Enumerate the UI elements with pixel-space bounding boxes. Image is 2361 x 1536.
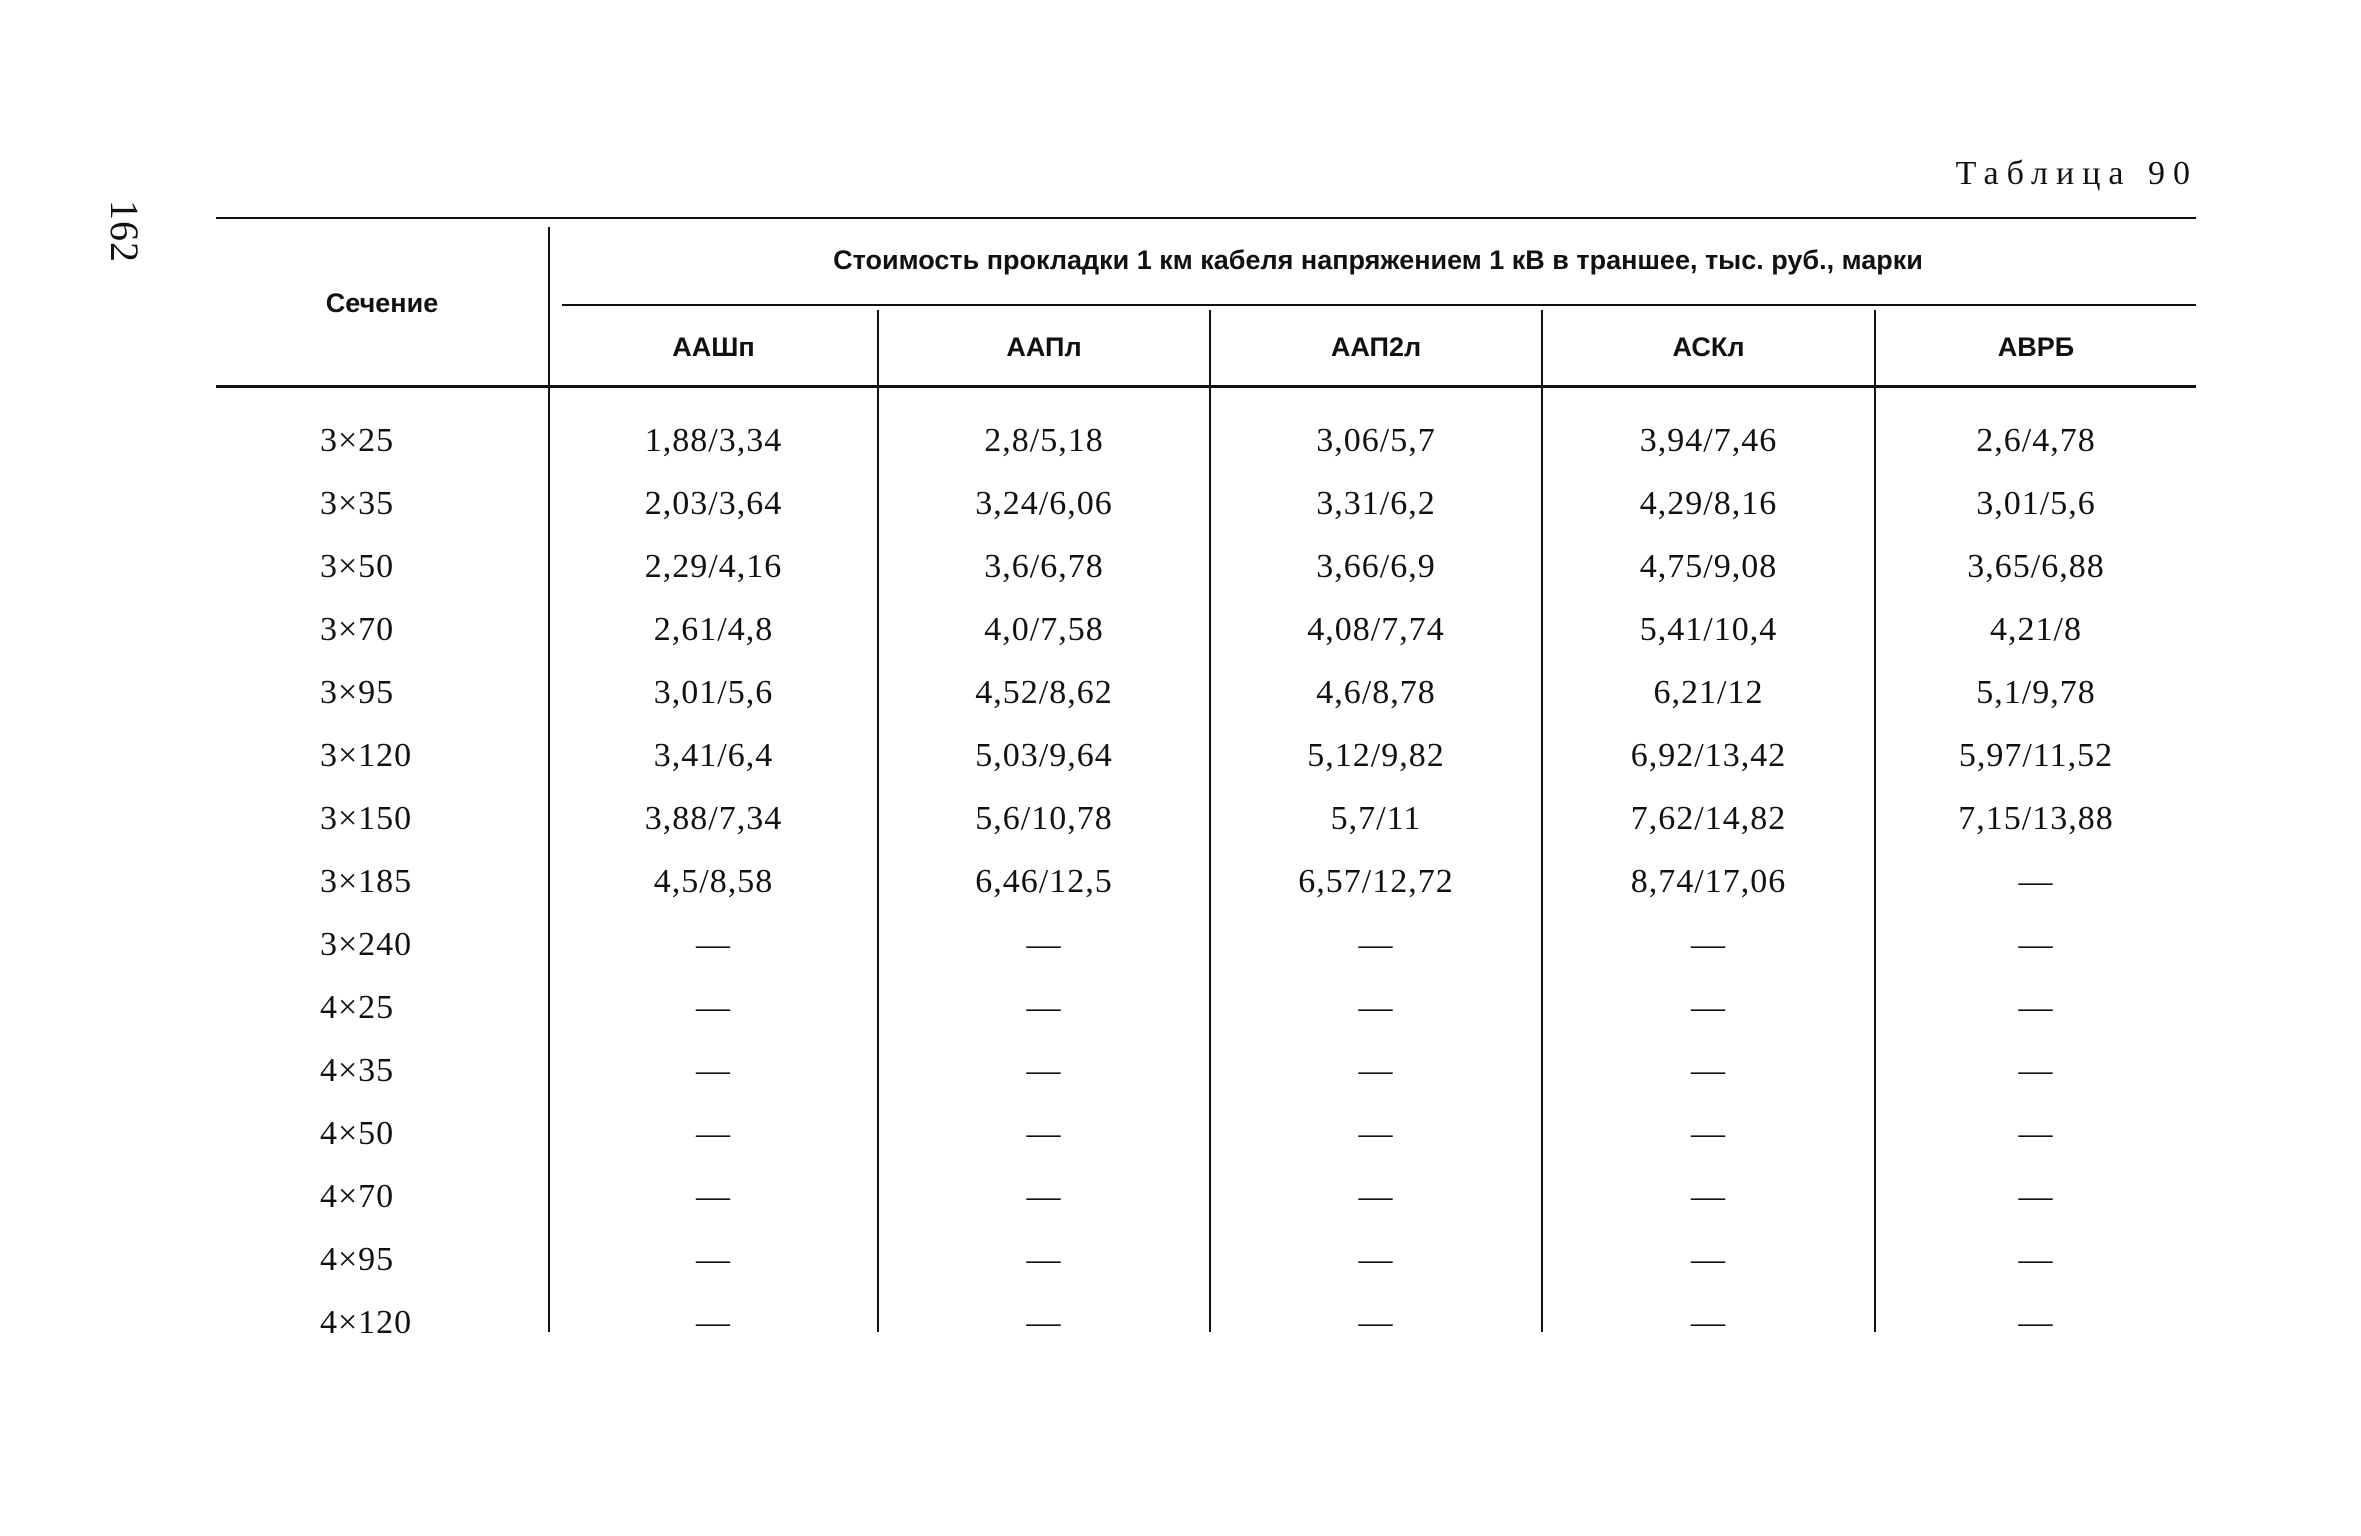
cell-value: 5,12/9,82 xyxy=(1307,737,1445,774)
cell-value: 4,52/8,62 xyxy=(975,674,1113,711)
table-row xyxy=(216,1166,2196,1228)
cell-value: 5,1/9,78 xyxy=(1976,674,2096,711)
cell-value: 6,46/12,5 xyxy=(975,863,1113,900)
cell-value: — xyxy=(1691,1178,1726,1215)
table-row xyxy=(216,536,2196,598)
cell-value: 5,7/11 xyxy=(1330,800,1422,837)
cell-value: 3,94/7,46 xyxy=(1639,422,1778,459)
cell-value: — xyxy=(1026,1178,1062,1215)
cell-value: — xyxy=(1691,1241,1726,1278)
cell-section: 4×70 xyxy=(320,1178,395,1215)
cell-value: — xyxy=(1358,1241,1394,1278)
cell-value: 1,88/3,34 xyxy=(644,422,783,459)
cell-section: 3×35 xyxy=(320,485,395,522)
table-title: Таблица 90 xyxy=(1955,155,2198,192)
table-row xyxy=(216,410,2196,472)
cell-value: — xyxy=(696,1241,731,1278)
cell-value: 4,75/9,08 xyxy=(1639,548,1778,585)
table-row xyxy=(216,473,2196,535)
cell-value: 3,88/7,34 xyxy=(644,800,783,837)
cell-value: 3,24/6,06 xyxy=(975,485,1113,522)
cell-value: — xyxy=(2018,1178,2054,1215)
cell-value: 6,92/13,42 xyxy=(1630,737,1787,774)
cell-value: 7,15/13,88 xyxy=(1958,800,2114,837)
table-row xyxy=(216,1229,2196,1291)
cell-value: 4,29/8,16 xyxy=(1639,485,1778,522)
header-section: Сечение xyxy=(325,288,439,318)
cell-section: 3×25 xyxy=(320,422,395,459)
cell-value: — xyxy=(1691,926,1726,963)
cell-section: 4×95 xyxy=(320,1241,395,1278)
cell-value: 5,03/9,64 xyxy=(975,737,1113,774)
cell-value: — xyxy=(1026,1304,1062,1341)
header-brand-aap2l: ААП2л xyxy=(1330,332,1422,362)
cell-value: — xyxy=(1358,1115,1394,1152)
cell-value: — xyxy=(2018,1304,2054,1341)
cell-value: 3,06/5,7 xyxy=(1316,422,1436,459)
header-group: Стоимость прокладки 1 км кабеля напряжением 1 кВ в траншее, тыс. руб., марки xyxy=(833,245,1923,275)
cell-value: — xyxy=(1026,1052,1062,1089)
table-row xyxy=(216,851,2196,913)
table-row xyxy=(216,725,2196,787)
cell-section: 4×35 xyxy=(320,1052,395,1089)
cell-value: 2,6/4,78 xyxy=(1976,422,2096,459)
cell-value: 2,8/5,18 xyxy=(984,422,1104,459)
cell-value: — xyxy=(1026,926,1062,963)
cell-value: — xyxy=(1026,989,1062,1026)
cell-section: 4×25 xyxy=(320,989,395,1026)
cell-value: — xyxy=(696,989,731,1026)
cell-value: 3,66/6,9 xyxy=(1316,548,1436,585)
header-brand-aashp: ААШп xyxy=(672,332,755,362)
cell-value: 2,29/4,16 xyxy=(644,548,783,585)
header-brand-aapl: ААПл xyxy=(1006,332,1082,362)
cell-value: 6,21/12 xyxy=(1653,674,1764,711)
table-row xyxy=(216,788,2196,850)
cell-value: 8,74/17,06 xyxy=(1630,863,1787,900)
cell-value: — xyxy=(2018,863,2054,900)
table-header-rule xyxy=(216,385,2196,388)
cell-section: 3×95 xyxy=(320,674,395,711)
cell-section: 3×240 xyxy=(320,926,413,963)
cell-value: 2,03/3,64 xyxy=(644,485,783,522)
table-row xyxy=(216,1040,2196,1102)
cell-value: — xyxy=(2018,989,2054,1026)
cell-value: — xyxy=(1358,1304,1394,1341)
cell-value: 4,0/7,58 xyxy=(984,611,1104,648)
cell-value: — xyxy=(696,926,731,963)
header-brand-avrb: АВРБ xyxy=(1997,332,2075,362)
cell-section: 3×185 xyxy=(320,863,413,900)
cell-value: 4,6/8,78 xyxy=(1316,674,1436,711)
cell-value: — xyxy=(1691,1052,1726,1089)
cell-value: — xyxy=(2018,926,2054,963)
cell-value: 3,65/6,88 xyxy=(1967,548,2105,585)
cell-value: — xyxy=(696,1052,731,1089)
cell-value: 4,08/7,74 xyxy=(1307,611,1445,648)
table-top-rule xyxy=(216,217,2196,219)
cell-value: — xyxy=(1358,989,1394,1026)
cell-value: 2,61/4,8 xyxy=(653,611,774,648)
table-row xyxy=(216,977,2196,1039)
cell-value: 3,01/5,6 xyxy=(1976,485,2096,522)
cell-value: 3,6/6,78 xyxy=(984,548,1104,585)
table-row xyxy=(216,1292,2196,1354)
cell-value: 5,6/10,78 xyxy=(975,800,1113,837)
cell-value: — xyxy=(2018,1052,2054,1089)
group-header-rule xyxy=(562,304,2196,306)
cell-value: 3,41/6,4 xyxy=(653,737,774,774)
cell-value: — xyxy=(1691,1304,1726,1341)
cell-section: 3×70 xyxy=(320,611,395,648)
header-brand-askl: АСКл xyxy=(1672,332,1745,362)
cell-value: — xyxy=(696,1115,731,1152)
cell-value: 3,31/6,2 xyxy=(1316,485,1436,522)
cell-value: 5,97/11,52 xyxy=(1958,737,2114,774)
cell-section: 3×50 xyxy=(320,548,395,585)
cell-value: — xyxy=(2018,1115,2054,1152)
cell-section: 3×120 xyxy=(320,737,413,774)
table-row xyxy=(216,1103,2196,1165)
cell-section: 3×150 xyxy=(320,800,413,837)
cell-value: 6,57/12,72 xyxy=(1298,863,1454,900)
cell-value: — xyxy=(1358,926,1394,963)
cell-value: 5,41/10,4 xyxy=(1639,611,1778,648)
cell-value: — xyxy=(1358,1052,1394,1089)
page-number: 162 xyxy=(102,200,147,263)
cell-value: — xyxy=(1358,1178,1394,1215)
cell-value: 4,5/8,58 xyxy=(653,863,774,900)
cell-value: 7,62/14,82 xyxy=(1630,800,1787,837)
cell-value: 4,21/8 xyxy=(1990,611,2082,648)
cell-value: 3,01/5,6 xyxy=(653,674,774,711)
cell-value: — xyxy=(1691,1115,1726,1152)
cell-section: 4×50 xyxy=(320,1115,395,1152)
cell-value: — xyxy=(1026,1115,1062,1152)
cell-value: — xyxy=(1026,1241,1062,1278)
cell-value: — xyxy=(696,1178,731,1215)
cell-value: — xyxy=(696,1304,731,1341)
table-row xyxy=(216,662,2196,724)
table-row xyxy=(216,599,2196,661)
cell-value: — xyxy=(2018,1241,2054,1278)
table-row xyxy=(216,914,2196,976)
cell-section: 4×120 xyxy=(320,1304,413,1341)
cell-value: — xyxy=(1691,989,1726,1026)
